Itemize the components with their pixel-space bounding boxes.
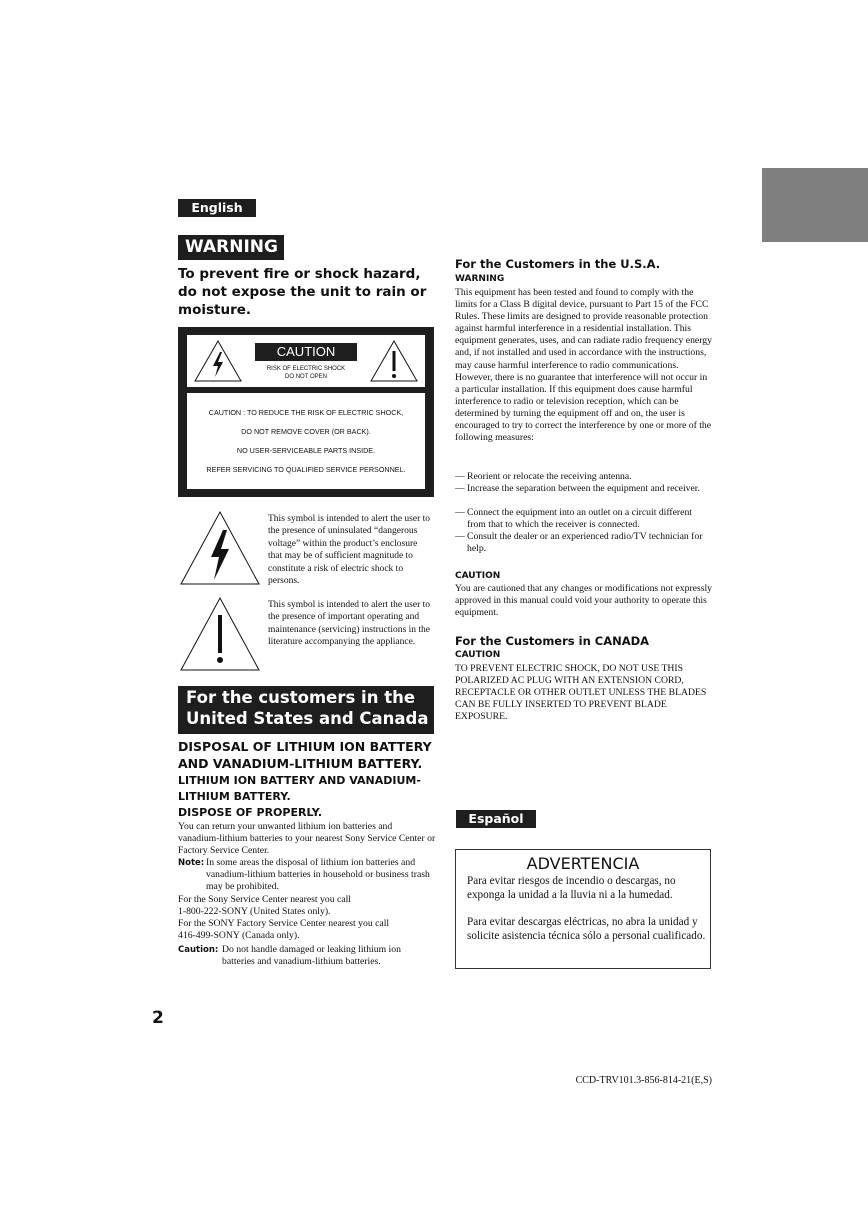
measure-text: Connect the equipment into an outlet on a circuit different from that to which the receiver is connected. xyxy=(467,507,692,530)
canada-heading: For the Customers in CANADA xyxy=(455,634,650,648)
measure-item: — Reorient or relocate the receiving antenna. xyxy=(455,471,632,482)
lightning-triangle-icon xyxy=(193,339,243,383)
usa-heading: For the Customers in the U.S.A. xyxy=(455,257,661,271)
warning-label: WARNING xyxy=(178,235,284,260)
caution-line: REFER SERVICING TO QUALIFIED SERVICE PERSONNEL. xyxy=(206,465,406,474)
language-tab-espanol: Español xyxy=(456,810,536,828)
usa-caution-text: You are cautioned that any changes or modifications not expressly approved in this manual could void your authority to operate this equipment. xyxy=(455,583,713,618)
section-header-us-canada: For the customers in the United States and Canada xyxy=(178,686,434,734)
voltage-symbol-text: This symbol is intended to alert the user to the presence of uninsulated “dangerous voltage” within the product’s enclosure that may be of sufficient magnitude to constitute a risk of electric shock to persons. xyxy=(268,514,431,587)
warning-text: To prevent fire or shock hazard, do not expose the unit to rain or moisture. xyxy=(178,266,427,318)
section-index-tab xyxy=(762,168,868,242)
battery-disposal-heading: DISPOSAL OF LITHIUM ION BATTERY AND VANADIUM-LITHIUM BATTERY. xyxy=(178,739,432,771)
measure-text: Increase the separation between the equipment and receiver. xyxy=(467,483,700,494)
measure-text: Reorient or relocate the receiving antenna. xyxy=(467,471,632,482)
factory-service-phone: 416-499-SONY (Canada only). xyxy=(178,930,300,941)
battery-type-heading: LITHIUM ION BATTERY AND VANADIUM-LITHIUM BATTERY. xyxy=(178,774,421,803)
document-code: CCD-TRV101.3-856-814-21(E,S) xyxy=(575,1075,712,1086)
instruction-symbol-text: This symbol is intended to alert the user to the presence of important operating and maintenance (servicing) instructions in the literature accompanying the appliance. xyxy=(268,600,431,648)
sony-service-phone: 1-800-222-SONY (United States only). xyxy=(178,906,331,917)
note-label: Note: xyxy=(178,858,205,868)
caution-sub-donotopen: DO NOT OPEN xyxy=(285,374,327,380)
battery-return-paragraph: You can return your unwanted lithium ion batteries and vanadium-lithium batteries to your nearest Sony Service Center or Factory Service Center. xyxy=(178,821,436,856)
language-tab-english: English xyxy=(178,199,256,217)
measure-item: — Consult the dealer or an experienced radio/TV technician for help. xyxy=(455,531,703,554)
usa-warning-label: WARNING xyxy=(455,274,505,284)
factory-service-line: For the SONY Factory Service Center nearest you call xyxy=(178,918,390,929)
caution-line: DO NOT REMOVE COVER (OR BACK). xyxy=(241,427,371,436)
exclamation-triangle-icon xyxy=(369,339,419,383)
measure-item: — Increase the separation between the equipment and receiver. xyxy=(455,483,700,494)
caution-sub-risk: RISK OF ELECTRIC SHOCK xyxy=(266,366,346,372)
caution-title: CAUTION xyxy=(255,343,357,361)
page-number: 2 xyxy=(152,1008,164,1028)
fcc-statement: This equipment has been tested and found to comply with the limits for a Class B digital device, pursuant to Part 15 of the FCC Rules. These limits are designed to provide reasonable protection against harmful interference in a residential installation. This equipment generates, uses, and can radiate radio frequency energy and, if not installed and used in accordance with the instructions, may cause harmful interference to radio communications. However, there is no guarantee that interference will not occur in a particular installation. If this equipment does cause harmful interference to radio or television reception, which can be determined by turning the equipment off and on, the user is encouraged to try to correct the interference by one or more of the following measures: xyxy=(455,287,712,444)
usa-caution-label: CAUTION xyxy=(455,571,501,581)
lightning-triangle-icon xyxy=(179,510,261,586)
caution-line: CAUTION : TO REDUCE THE RISK OF ELECTRIC SHOCK, xyxy=(208,408,404,417)
exclamation-triangle-icon xyxy=(179,596,261,672)
sony-service-line: For the Sony Service Center nearest you call xyxy=(178,894,351,905)
advertencia-title: ADVERTENCIA xyxy=(526,854,640,873)
measure-item: — Connect the equipment into an outlet on a circuit different from that to which the receiver is connected. xyxy=(455,507,692,530)
dispose-properly-heading: DISPOSE OF PROPERLY. xyxy=(178,806,323,819)
canada-caution-text: TO PREVENT ELECTRIC SHOCK, DO NOT USE THIS POLARIZED AC PLUG WITH AN EXTENSION CORD, RECEPTACLE OR OTHER OUTLET UNLESS THE BLADES CAN BE FULLY INSERTED TO PREVENT BLADE EXPOSURE. xyxy=(455,663,707,722)
measure-text: Consult the dealer or an experienced radio/TV technician for help. xyxy=(467,531,703,554)
canada-caution-label: CAUTION xyxy=(455,650,501,660)
advertencia-text-2: Para evitar descargas eléctricas, no abra la unidad y solicite asistencia técnica sólo a personal cualificado. xyxy=(467,916,706,942)
caution-line: NO USER-SERVICEABLE PARTS INSIDE. xyxy=(236,446,376,455)
advertencia-text-1: Para evitar riesgos de incendio o descargas, no exponga la unidad a la lluvia ni a la humedad. xyxy=(467,875,676,901)
caution-battery-text: Do not handle damaged or leaking lithium ion batteries and vanadium-lithium batteries. xyxy=(222,944,401,967)
caution-label: Caution: xyxy=(178,945,219,955)
note-text: In some areas the disposal of lithium ion batteries and vanadium-lithium batteries in household or business trash may be prohibited. xyxy=(206,857,430,892)
